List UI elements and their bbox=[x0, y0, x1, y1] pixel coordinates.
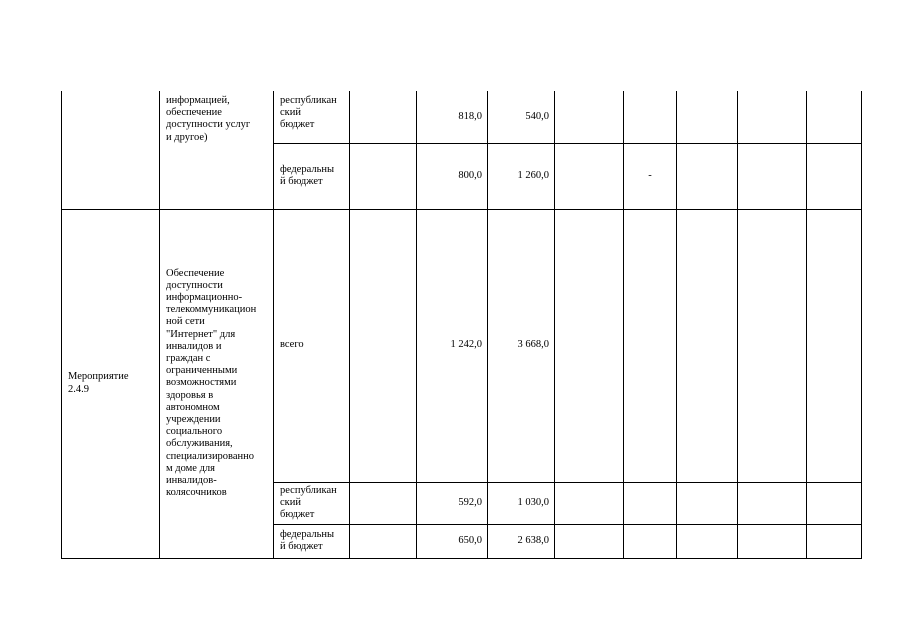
source-cell bbox=[274, 524, 350, 558]
empty-cell bbox=[350, 209, 417, 482]
empty-cell bbox=[350, 143, 417, 209]
value-cell: 2 638,0 bbox=[488, 524, 555, 558]
empty-cell bbox=[555, 524, 624, 558]
empty-cell bbox=[677, 143, 738, 209]
empty-cell bbox=[807, 143, 862, 209]
value-cell: 800,0 bbox=[417, 143, 488, 209]
value-cell: 592,0 bbox=[417, 482, 488, 524]
empty-cell bbox=[738, 143, 807, 209]
value-cell: 818,0 bbox=[417, 91, 488, 143]
empty-cell bbox=[738, 482, 807, 524]
description-text: информацией, обеспечение доступности услуг и другое) bbox=[166, 95, 251, 143]
source-text: республикан ский бюджет bbox=[280, 484, 337, 521]
value-cell: 3 668,0 bbox=[488, 209, 555, 482]
value-cell: 1 260,0 bbox=[488, 143, 555, 209]
empty-cell bbox=[807, 482, 862, 524]
source-text: республикан ский бюджет bbox=[280, 95, 337, 131]
source-cell bbox=[274, 91, 350, 143]
value-cell: 650,0 bbox=[417, 524, 488, 558]
empty-cell bbox=[807, 524, 862, 558]
source-cell bbox=[274, 209, 350, 482]
description-cell bbox=[160, 209, 274, 558]
empty-cell bbox=[677, 482, 738, 524]
empty-cell bbox=[555, 482, 624, 524]
empty-cell bbox=[555, 91, 624, 143]
empty-cell bbox=[555, 143, 624, 209]
source-text: федеральны й бюджет bbox=[280, 163, 335, 187]
empty-cell bbox=[677, 209, 738, 482]
source-text: всего bbox=[280, 339, 304, 351]
budget-table bbox=[61, 91, 862, 559]
empty-cell bbox=[350, 482, 417, 524]
empty-cell bbox=[624, 524, 677, 558]
description-text: Обеспечение доступности информационно- телекоммуникацион ной сети "Интернет" для инвалидов и граждан с ограниченными возможностями здоровья в автономном учреждении социального обслуживания, специализированно м доме для инвалидов- колясочников bbox=[166, 267, 257, 499]
empty-cell bbox=[624, 482, 677, 524]
dash-cell: - bbox=[624, 143, 677, 209]
empty-cell bbox=[738, 91, 807, 143]
value-cell: 1 242,0 bbox=[417, 209, 488, 482]
empty-cell bbox=[555, 209, 624, 482]
table-row bbox=[62, 91, 862, 143]
description-cell bbox=[160, 91, 274, 209]
table-row bbox=[62, 209, 862, 482]
empty-cell bbox=[624, 91, 677, 143]
measure-cell bbox=[62, 209, 160, 558]
empty-cell bbox=[738, 209, 807, 482]
measure-cell bbox=[62, 91, 160, 209]
empty-cell bbox=[807, 209, 862, 482]
empty-cell bbox=[677, 524, 738, 558]
source-cell bbox=[274, 143, 350, 209]
value-cell: 1 030,0 bbox=[488, 482, 555, 524]
empty-cell bbox=[624, 209, 677, 482]
source-cell bbox=[274, 482, 350, 524]
empty-cell bbox=[677, 91, 738, 143]
empty-cell bbox=[807, 91, 862, 143]
source-text: федеральны й бюджет bbox=[280, 528, 335, 552]
empty-cell bbox=[738, 524, 807, 558]
empty-cell bbox=[350, 91, 417, 143]
measure-text: Мероприятие 2.4.9 bbox=[68, 371, 129, 395]
value-cell: 540,0 bbox=[488, 91, 555, 143]
empty-cell bbox=[350, 524, 417, 558]
